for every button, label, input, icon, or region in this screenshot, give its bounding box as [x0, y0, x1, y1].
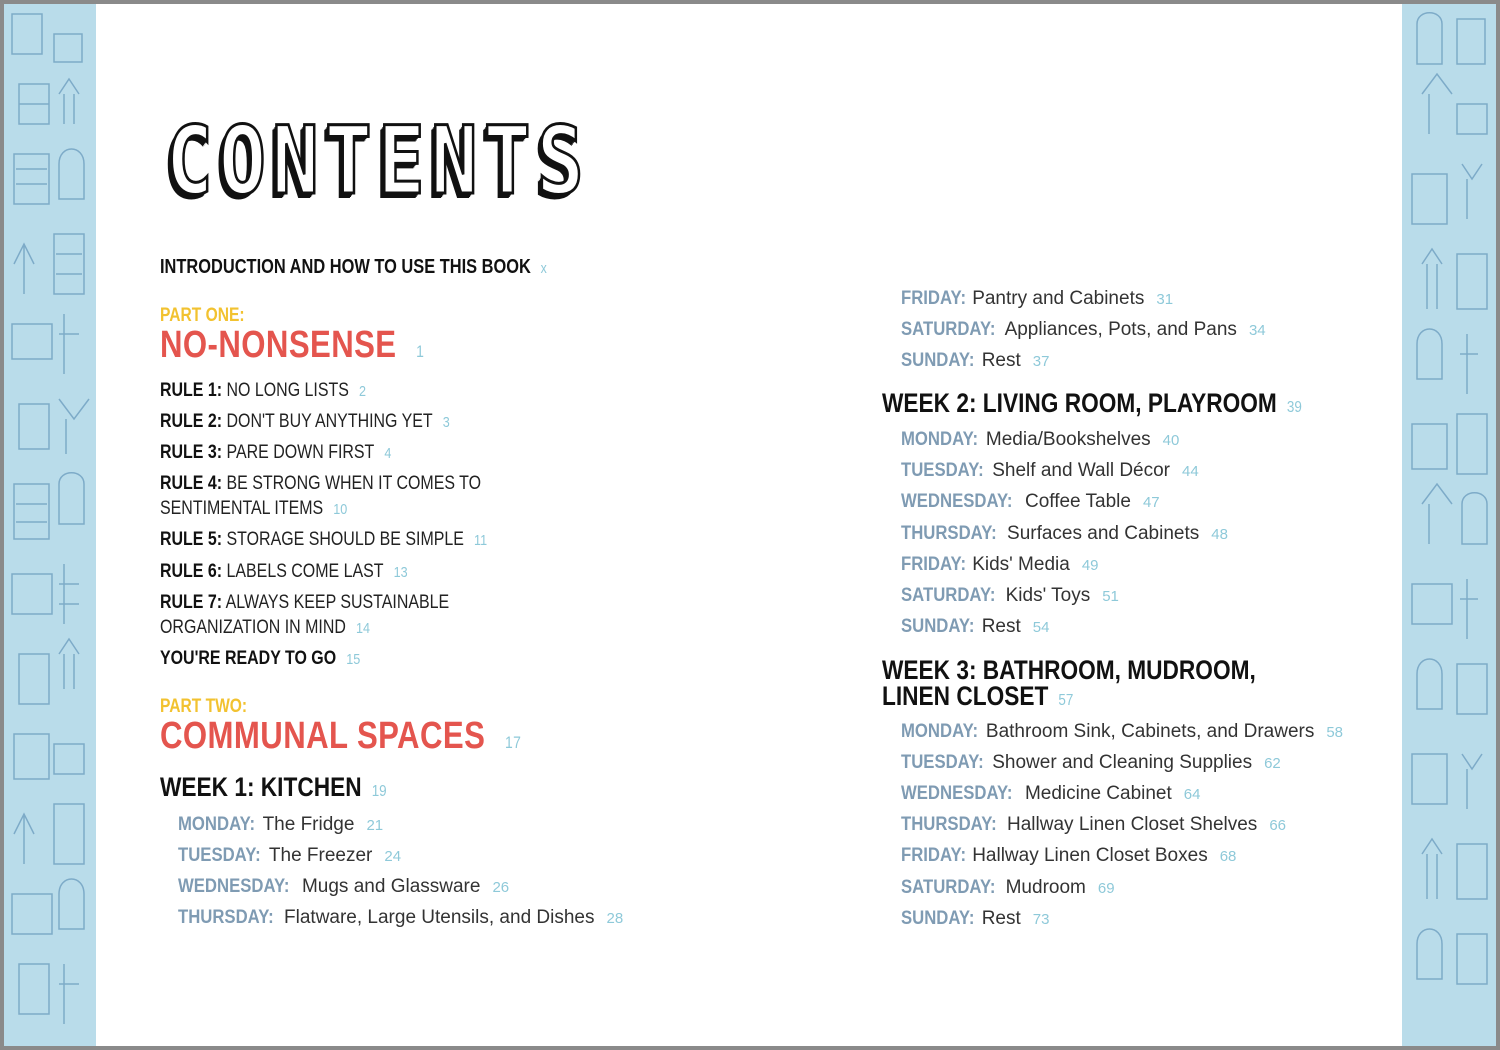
page-number: 47	[1142, 494, 1160, 511]
page-number: 4	[384, 445, 392, 462]
day-label: FRIDAY:	[901, 554, 967, 575]
page-number: 15	[346, 651, 361, 668]
rule-text-continued: ORGANIZATION IN MIND	[160, 617, 346, 638]
page-number: 1	[416, 342, 425, 361]
page-number: 28	[606, 910, 624, 927]
rule-text: DON'T BUY ANYTHING YET	[226, 411, 433, 432]
introduction-text: INTRODUCTION AND HOW TO USE THIS BOOK	[160, 256, 531, 278]
week-title-continued: LINEN CLOSET	[882, 681, 1049, 711]
day-text: Rest	[981, 616, 1021, 637]
toc-entry-introduction[interactable]	[160, 256, 547, 279]
page-number: 58	[1326, 724, 1344, 741]
page-title: CONTENTS	[166, 108, 590, 216]
day-label: TUESDAY:	[178, 845, 261, 866]
toc-entry-day[interactable]	[901, 491, 1160, 514]
day-label: MONDAY:	[901, 429, 979, 450]
furniture-doodle-pattern	[4, 4, 96, 1046]
page-number: 57	[1058, 692, 1074, 709]
part-two-heading[interactable]	[160, 715, 521, 758]
rule-label: RULE 5:	[160, 529, 223, 550]
day-label: FRIDAY:	[901, 845, 967, 866]
day-text: Mudroom	[1005, 877, 1086, 898]
ready-text: YOU'RE READY TO GO	[160, 648, 337, 669]
toc-entry-day[interactable]	[901, 721, 1343, 744]
toc-entry-rule-7[interactable]	[160, 590, 449, 641]
day-label: FRIDAY:	[901, 288, 967, 309]
day-text: Mugs and Glassware	[301, 876, 481, 897]
part-two-title: COMMUNAL SPACES	[160, 715, 486, 757]
day-text: The Freezer	[268, 845, 373, 866]
day-text: The Fridge	[262, 814, 355, 835]
day-label: SUNDAY:	[901, 350, 975, 371]
day-text: Appliances, Pots, and Pans	[1004, 319, 1237, 340]
toc-entry-day[interactable]	[901, 845, 1236, 868]
part-two-label: PART TWO:	[160, 696, 248, 717]
day-label: TUESDAY:	[901, 460, 984, 481]
part-one-label: PART ONE:	[160, 305, 245, 326]
toc-entry-day[interactable]	[901, 752, 1281, 775]
part-one-title: NO-NONSENSE	[160, 324, 397, 366]
page-number: 31	[1156, 291, 1174, 308]
page-number: 68	[1219, 848, 1237, 865]
rule-text: BE STRONG WHEN IT COMES TO	[226, 473, 482, 494]
day-label: SUNDAY:	[901, 616, 975, 637]
page-number: 44	[1182, 463, 1199, 480]
day-label: THURSDAY:	[901, 814, 997, 835]
left-furniture-pattern-strip	[4, 4, 96, 1046]
rule-text: LABELS COME LAST	[226, 561, 384, 582]
page-number: 2	[358, 383, 366, 400]
day-text: Rest	[981, 350, 1021, 371]
day-label: THURSDAY:	[901, 523, 997, 544]
part-one-heading[interactable]	[160, 324, 424, 367]
page-number: 3	[442, 414, 450, 431]
page-number: 11	[474, 532, 488, 549]
day-text: Surfaces and Cabinets	[1007, 523, 1200, 544]
right-furniture-pattern-strip	[1402, 4, 1496, 1046]
day-label: WEDNESDAY:	[178, 876, 290, 897]
toc-entry-day[interactable]	[901, 585, 1119, 608]
day-label: TUESDAY:	[901, 752, 984, 773]
rule-text-continued: SENTIMENTAL ITEMS	[160, 498, 324, 519]
toc-entry-day[interactable]	[178, 845, 401, 868]
day-text: Kids' Toys	[1005, 585, 1091, 606]
page-number: 37	[1032, 353, 1050, 370]
toc-entry-day[interactable]	[901, 877, 1115, 900]
page-number: 19	[371, 783, 387, 800]
toc-entry-day[interactable]	[178, 814, 383, 837]
toc-entry-rule-6[interactable]	[160, 559, 408, 585]
toc-entry-day[interactable]	[901, 288, 1173, 311]
week-3-heading[interactable]	[882, 657, 1256, 714]
day-label: SATURDAY:	[901, 319, 996, 340]
rule-label: RULE 4:	[160, 473, 223, 494]
page-number: 64	[1183, 786, 1201, 803]
week-title: WEEK 1: KITCHEN	[160, 772, 362, 802]
day-label: SATURDAY:	[901, 877, 996, 898]
rule-text: PARE DOWN FIRST	[226, 442, 375, 463]
day-text: Flatware, Large Utensils, and Dishes	[284, 907, 595, 928]
toc-entry-day[interactable]	[901, 460, 1199, 483]
day-text: Shower and Cleaning Supplies	[992, 752, 1253, 773]
rule-label: RULE 3:	[160, 442, 223, 463]
toc-entry-day[interactable]	[178, 876, 509, 899]
page-number: 34	[1248, 322, 1266, 339]
day-text: Pantry and Cabinets	[972, 288, 1145, 309]
day-label: MONDAY:	[178, 814, 256, 835]
rule-label: RULE 1:	[160, 380, 223, 401]
day-text: Rest	[981, 908, 1021, 929]
day-text: Coffee Table	[1024, 491, 1131, 512]
toc-entry-day[interactable]	[901, 814, 1286, 837]
day-text: Medicine Cabinet	[1024, 783, 1172, 804]
toc-entry-day[interactable]	[901, 554, 1099, 577]
page-number: 54	[1032, 619, 1050, 636]
toc-entry-rule-5[interactable]	[160, 527, 487, 553]
toc-entry-ready[interactable]	[160, 646, 360, 672]
toc-entry-day[interactable]	[901, 350, 1049, 373]
page-number: 14	[355, 620, 370, 637]
page-number: 39	[1286, 399, 1302, 416]
page-number: 13	[393, 564, 408, 581]
toc-entry-rule-3[interactable]	[160, 440, 391, 466]
toc-entry-rule-4[interactable]	[160, 471, 481, 522]
day-text: Kids' Media	[972, 554, 1070, 575]
page-number: 10	[333, 501, 348, 518]
day-text: Media/Bookshelves	[985, 429, 1151, 450]
week-1-heading[interactable]	[160, 774, 387, 805]
day-label: WEDNESDAY:	[901, 491, 1013, 512]
rule-label: RULE 7:	[160, 592, 223, 613]
toc-entry-day[interactable]	[178, 907, 623, 930]
toc-entry-day[interactable]	[901, 783, 1200, 806]
day-text: Hallway Linen Closet Boxes	[972, 845, 1208, 866]
day-label: SUNDAY:	[901, 908, 975, 929]
toc-entry-day[interactable]	[901, 429, 1179, 452]
day-label: WEDNESDAY:	[901, 783, 1013, 804]
toc-entry-rule-1[interactable]	[160, 378, 366, 404]
page-number: x	[540, 260, 547, 277]
rule-text: NO LONG LISTS	[226, 380, 349, 401]
page-number: 66	[1269, 817, 1286, 834]
day-label: SATURDAY:	[901, 585, 996, 606]
rule-label: RULE 6:	[160, 561, 223, 582]
toc-entry-rule-2[interactable]	[160, 409, 450, 435]
week-title: WEEK 2: LIVING ROOM, PLAYROOM	[882, 388, 1277, 418]
week-2-heading[interactable]	[882, 390, 1302, 421]
day-text: Bathroom Sink, Cabinets, and Drawers	[985, 721, 1315, 742]
page-number: 62	[1264, 755, 1281, 772]
toc-entry-day[interactable]	[901, 908, 1049, 931]
page-number: 26	[492, 879, 510, 896]
toc-entry-day[interactable]	[901, 319, 1266, 342]
toc-entry-day[interactable]	[901, 523, 1228, 546]
page-number: 21	[366, 817, 384, 834]
day-text: Hallway Linen Closet Shelves	[1007, 814, 1258, 835]
page-number: 69	[1097, 880, 1115, 897]
week-title: WEEK 3: BATHROOM, MUDROOM,	[882, 655, 1256, 685]
furniture-doodle-pattern	[1402, 4, 1496, 1046]
day-text: Shelf and Wall Décor	[992, 460, 1171, 481]
page-number: 24	[384, 848, 402, 865]
page-number: 49	[1081, 557, 1099, 574]
rule-text: ALWAYS KEEP SUSTAINABLE	[225, 592, 450, 613]
page-number: 48	[1211, 526, 1228, 543]
page-number: 40	[1162, 432, 1180, 449]
toc-entry-day[interactable]	[901, 616, 1049, 639]
page-number: 51	[1102, 588, 1119, 605]
page-number: 17	[504, 733, 522, 752]
book-page-spread	[4, 4, 1496, 1046]
day-label: THURSDAY:	[178, 907, 274, 928]
rule-label: RULE 2:	[160, 411, 223, 432]
rule-text: STORAGE SHOULD BE SIMPLE	[226, 529, 464, 550]
day-label: MONDAY:	[901, 721, 979, 742]
page-number: 73	[1032, 911, 1050, 928]
